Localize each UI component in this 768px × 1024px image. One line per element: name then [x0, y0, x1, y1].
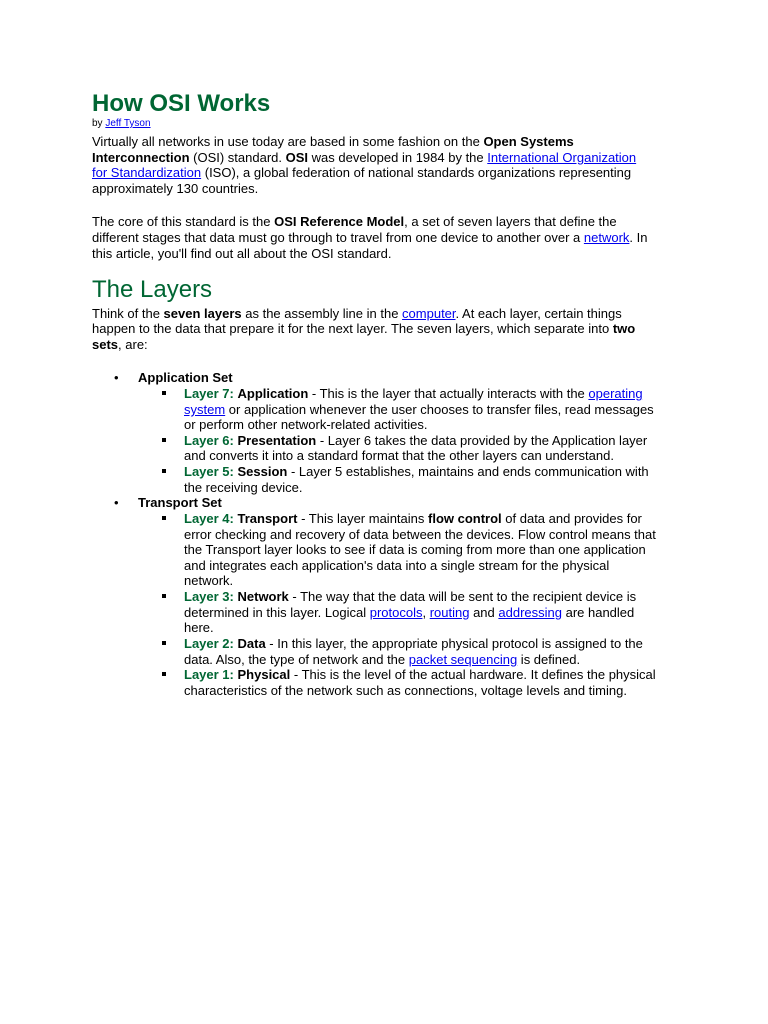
text: - Layer 6 takes the data provided by the Application layer	[316, 433, 648, 448]
text: - This layer maintains	[297, 511, 428, 526]
layer4-line-4: and integrates each application's data into a single stream for the physical	[184, 558, 610, 573]
layer7-line-2	[184, 402, 654, 417]
layer-name: Network	[237, 589, 289, 604]
intro-line-1	[92, 134, 574, 149]
bold-text: Transport Set	[138, 495, 222, 510]
text: The core of this standard is the	[92, 214, 275, 229]
layer6-line-2: and converts it into a standard format that the other layers can understand.	[184, 448, 614, 463]
layer4-line-2: error checking and recovery of data between the devices. Flow control means that	[184, 527, 656, 542]
bold-text: OSI	[285, 150, 309, 165]
layer-number: Layer 7:	[184, 386, 234, 401]
core-line-2	[92, 230, 648, 245]
set-label-transport	[138, 495, 222, 510]
text: different stages that data must go through to travel from one device to another over a	[92, 230, 584, 245]
text: as the assembly line in the	[241, 306, 403, 321]
layer7-line-3: or perform other network-related activities.	[184, 417, 428, 432]
layer-name: Physical	[237, 667, 291, 682]
layer-number: Layer 2:	[184, 636, 234, 651]
bold-text: Open Systems	[483, 134, 574, 149]
square-bullet-icon	[162, 672, 166, 676]
layer3-line-2	[184, 605, 634, 620]
addressing-link[interactable]: addressing	[498, 605, 562, 620]
layer5-line-1	[184, 464, 649, 479]
text: . In	[629, 230, 648, 245]
text: and	[469, 605, 499, 620]
layer-number: Layer 1:	[184, 667, 234, 682]
intro-line-3	[92, 165, 631, 180]
text: Virtually all networks in use today are based in some fashion on the	[92, 134, 484, 149]
layer-number: Layer 6:	[184, 433, 234, 448]
layer3-line-1	[184, 589, 636, 604]
bold-text: flow control	[428, 511, 502, 526]
text: - The way that the data will be sent to the recipient device is	[288, 589, 637, 604]
section-heading: The Layers	[92, 276, 213, 303]
text: or application whenever the user chooses to transfer files, read messages	[225, 402, 654, 417]
author-link[interactable]: Jeff Tyson	[105, 118, 151, 129]
protocols-link[interactable]: protocols	[369, 605, 423, 620]
bold-text: sets	[92, 337, 119, 352]
text: (ISO), a global federation of national standards organizations representing	[201, 165, 632, 180]
text: Think of the	[92, 306, 164, 321]
section-line-2	[92, 321, 635, 336]
packet-sequencing-link[interactable]: packet sequencing	[408, 652, 518, 667]
bold-text: Application Set	[138, 370, 233, 385]
core-line-1	[92, 214, 617, 229]
layer-name: Transport	[237, 511, 298, 526]
intro-line-4: approximately 130 countries.	[92, 181, 259, 196]
byline-prefix: by	[92, 118, 106, 129]
square-bullet-icon	[162, 516, 166, 520]
network-link[interactable]: network	[583, 230, 630, 245]
square-bullet-icon	[162, 438, 166, 442]
iso-link-continued[interactable]: for Standardization	[92, 165, 202, 180]
layer-name: Data	[237, 636, 266, 651]
operating-system-link[interactable]: operating	[588, 386, 643, 401]
page-title: How OSI Works	[92, 90, 271, 117]
layer5-line-2: the receiving device.	[184, 480, 303, 495]
bold-text: seven layers	[163, 306, 242, 321]
layer4-line-3: the Transport layer looks to see if data is coming from more than one application	[184, 542, 646, 557]
intro-line-2	[92, 150, 636, 165]
disc-bullet-icon: •	[114, 495, 119, 510]
layer-number: Layer 5:	[184, 464, 234, 479]
square-bullet-icon	[162, 594, 166, 598]
text: was developed in 1984 by the	[308, 150, 488, 165]
operating-system-link-continued[interactable]: system	[184, 402, 226, 417]
text: ,	[422, 605, 430, 620]
text: is defined.	[517, 652, 581, 667]
layer1-line-2: characteristics of the network such as connections, voltage levels and timing.	[184, 683, 627, 698]
core-line-3: this article, you'll find out all about the OSI standard.	[92, 246, 392, 261]
layer4-line-1	[184, 511, 642, 526]
bold-text: two	[612, 321, 636, 336]
section-line-1	[92, 306, 622, 321]
text: - In this layer, the appropriate physical protocol is assigned to the	[265, 636, 643, 651]
text: of data and provides for	[501, 511, 642, 526]
text: - This is the layer that actually interacts with the	[308, 386, 589, 401]
text: determined in this layer. Logical	[184, 605, 370, 620]
layer7-line-1	[184, 386, 643, 401]
text: are handled	[561, 605, 635, 620]
layer4-line-5: network.	[184, 573, 234, 588]
text: , are:	[118, 337, 148, 352]
byline	[92, 118, 151, 130]
square-bullet-icon	[162, 391, 166, 395]
square-bullet-icon	[162, 469, 166, 473]
text: data. Also, the type of network and the	[184, 652, 409, 667]
disc-bullet-icon: •	[114, 370, 119, 385]
bold-text: OSI Reference Model	[274, 214, 405, 229]
section-line-3	[92, 337, 148, 352]
layer-name: Session	[237, 464, 288, 479]
text: , a set of seven layers that define the	[404, 214, 617, 229]
layer-number: Layer 4:	[184, 511, 234, 526]
bold-text: Interconnection	[92, 150, 190, 165]
layer2-line-2	[184, 652, 580, 667]
computer-link[interactable]: computer	[402, 306, 456, 321]
layer1-line-1	[184, 667, 656, 682]
text: happen to the data that prepare it for the next layer. The seven layers, which separate into	[92, 321, 613, 336]
routing-link[interactable]: routing	[429, 605, 470, 620]
text: - This is the level of the actual hardware. It defines the physical	[290, 667, 656, 682]
layer-name: Presentation	[237, 433, 317, 448]
layer2-line-1	[184, 636, 643, 651]
text: (OSI) standard.	[189, 150, 286, 165]
iso-link[interactable]: International Organization	[487, 150, 637, 165]
text: . At each layer, certain things	[455, 306, 622, 321]
layer-number: Layer 3:	[184, 589, 234, 604]
square-bullet-icon	[162, 641, 166, 645]
set-label-application	[138, 370, 233, 385]
layer-name: Application	[237, 386, 309, 401]
layer3-line-3: here.	[184, 620, 214, 635]
layer6-line-1	[184, 433, 647, 448]
text: - Layer 5 establishes, maintains and ends communication with	[287, 464, 649, 479]
